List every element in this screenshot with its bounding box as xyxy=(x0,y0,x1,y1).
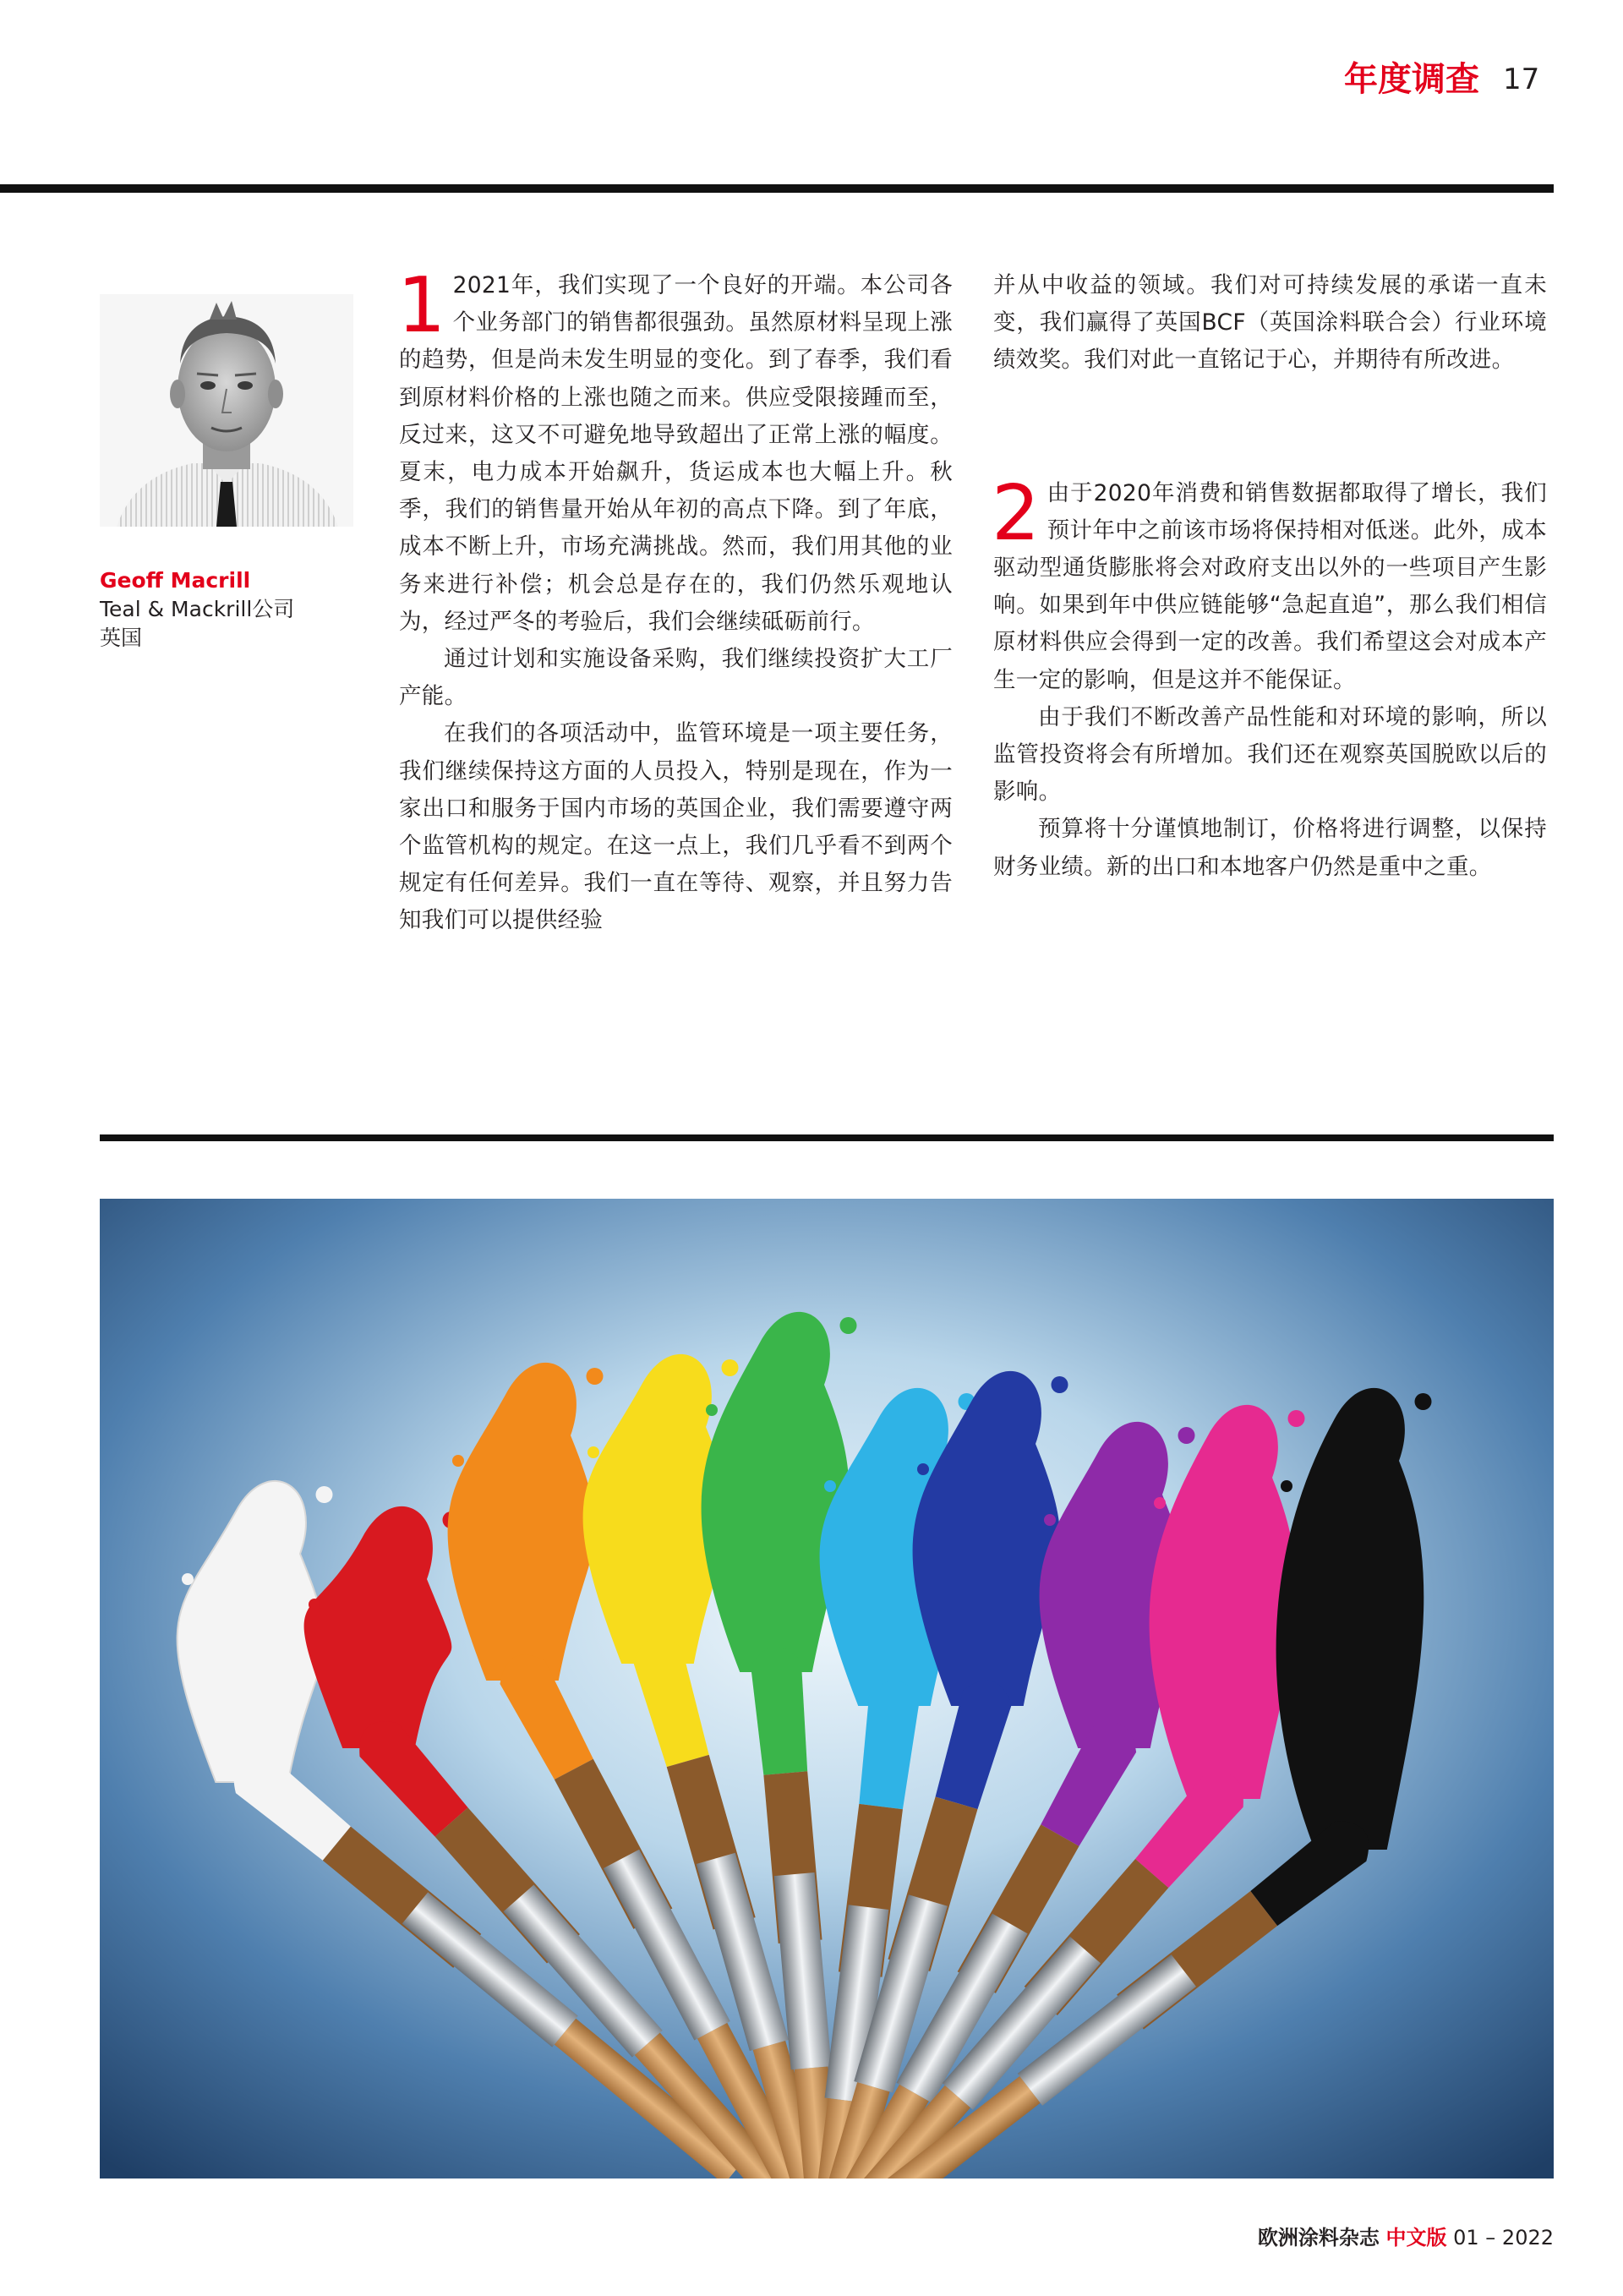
paint-drop-9 xyxy=(1415,1393,1432,1410)
page-number: 17 xyxy=(1503,63,1540,96)
answer-1-number: 1 xyxy=(397,261,446,350)
paint-brushes-illustration xyxy=(100,1199,1554,2178)
answer-1-paragraph-2: 通过计划和实施设备采购，我们继续投资扩大工厂产能。 xyxy=(399,646,953,710)
paint-drop-7 xyxy=(1178,1427,1195,1444)
answer-1-text-1: 2021年，我们实现了一个良好的开端。本公司各个业务部门的销售都很强劲。虽然原材料呈现上涨的趋势，但是尚未发生明显的变化。到了春季，我们看到原材料价格的上涨也随之而来。供应受限接踵而至，反过来，这又不可避免地导致超出了正常上涨的幅度。夏末，电力成本开始飙升，货运成本也大幅上升。秋季，我们的销售量开始从年初的高点下降。到了年底，成本不断上升，市场充满挑战。然而，我们用其他的业务来进行补偿；机会总是存在的，我们仍然乐观地认为，经过严冬的考验后，我们会继续砥砺前行。 xyxy=(399,272,953,635)
paint-drop-0 xyxy=(316,1486,333,1503)
answer-gap xyxy=(993,380,1547,475)
paint-droplet-0 xyxy=(182,1573,194,1585)
answer-2-text-1: 由于2020年消费和销售数据都取得了增长，我们预计年中之前该市场将保持相对低迷。此外，成本驱动型通货膨胀将会对政府支出以外的一些项目产生影响。如果到年中供应链能够“急起直追”，那么我们相信原材料供应会得到一定的改善。我们希望这会对成本产生一定的影响，但是这并不能保证。 xyxy=(993,479,1547,693)
paint-droplet-4 xyxy=(706,1404,718,1416)
article-column-left xyxy=(397,261,953,940)
edition-label: 中文版 xyxy=(1385,2226,1447,2250)
middle-rule xyxy=(100,1134,1554,1141)
author-name: Geoff Macrill xyxy=(100,568,251,593)
author-country: 英国 xyxy=(100,626,143,650)
answer-1-paragraph-1 xyxy=(397,261,953,641)
page-footer xyxy=(1099,2223,1554,2252)
paint-droplet-1 xyxy=(309,1599,320,1610)
paint-droplet-3 xyxy=(587,1446,599,1458)
answer-1-paragraph-3-continued: 并从中收益的领域。我们对可持续发展的承诺一直未变，我们赢得了英国BCF（英国涂料联合会）行业环境绩效奖。我们对此一直铭记于心，并期待有所改进。 xyxy=(993,272,1547,374)
paint-droplet-9 xyxy=(1281,1480,1292,1492)
author-portrait xyxy=(100,294,353,527)
answer-2-paragraph-1 xyxy=(992,468,1547,699)
author-company: Teal & Mackrill公司 xyxy=(100,597,295,621)
article-column-right xyxy=(993,267,1547,886)
paint-droplet-5 xyxy=(824,1480,836,1492)
answer-2-paragraph-3: 预算将十分谨慎地制订，价格将进行调整，以保持财务业绩。新的出口和本地客户仍然是重中之重。 xyxy=(993,816,1547,880)
paint-droplet-2 xyxy=(452,1455,464,1467)
top-rule xyxy=(0,184,1554,193)
answer-2-number: 2 xyxy=(992,468,1041,558)
issue-number: 01 – 2022 xyxy=(1453,2226,1554,2250)
paint-droplet-6 xyxy=(917,1463,929,1475)
paint-drop-3 xyxy=(722,1359,739,1376)
paint-drop-8 xyxy=(1288,1410,1305,1427)
answer-1-paragraph-3 xyxy=(399,715,953,939)
paint-drop-2 xyxy=(587,1368,604,1385)
paint-droplet-8 xyxy=(1154,1497,1166,1509)
paint-drop-4 xyxy=(840,1317,857,1334)
answer-2-paragraph-2: 由于我们不断改善产品性能和对环境的影响，所以监管投资将会有所增加。我们还在观察英国脱欧以后的影响。 xyxy=(993,703,1547,806)
magazine-name: 欧洲涂料杂志 xyxy=(1257,2226,1380,2250)
paint-drop-6 xyxy=(1052,1376,1068,1393)
paint-droplet-7 xyxy=(1044,1514,1056,1526)
answer-1-text-3: 在我们的各项活动中，监管环境是一项主要任务，我们继续保持这方面的人员投入，特别是现在，作为一家出口和服务于国内市场的英国企业，我们需要遵守两个监管机构的规定。在这一点上，我们几乎看不到两个规定有任何差异。我们一直在等待、观察，并且努力告知我们可以提供经验 xyxy=(399,720,953,934)
section-title: 年度调查 xyxy=(1344,60,1479,99)
